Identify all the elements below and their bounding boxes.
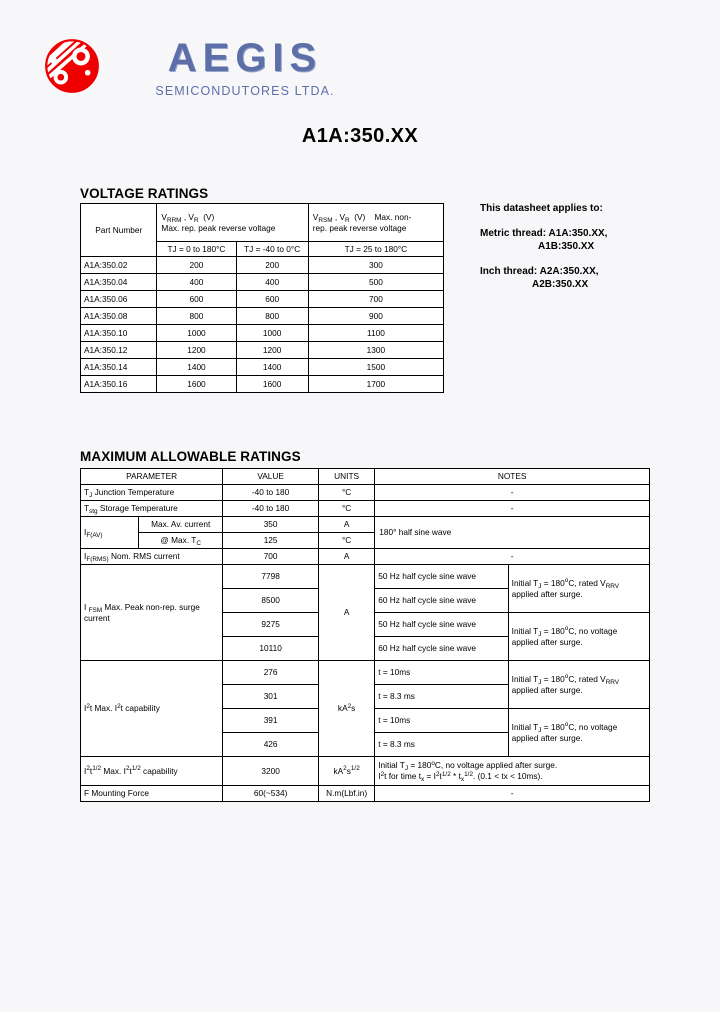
brand-tagline: SEMICONDUTORES LTDA. xyxy=(155,84,335,98)
cell-units-iav-tc: °C xyxy=(319,533,375,549)
cell-value-i2t-3: 391 xyxy=(223,709,319,733)
note-i2t-top-line2: applied after surge. xyxy=(511,684,583,695)
table-row xyxy=(81,274,444,291)
col-header-notes: NOTES xyxy=(375,469,650,485)
table-row xyxy=(81,376,444,393)
table-row-irms xyxy=(81,549,650,565)
cell-notes-iav: 180° half sine wave xyxy=(375,517,650,549)
col-header-part-number: Part Number xyxy=(81,204,157,257)
inch-thread-line2: A2B:350.XX xyxy=(532,279,589,290)
cell-part-number: A1A:350.10 xyxy=(81,325,157,342)
cell-vrsm: 1700 xyxy=(308,376,443,393)
cell-condition-i2t-4: t = 8.3 ms xyxy=(375,733,508,757)
cell-vrsm: 1100 xyxy=(308,325,443,342)
note-i2t-bottom-line1: Initial $T_J = 180^oC$, no voltage xyxy=(511,721,618,734)
metric-thread-line1: Metric thread: A1A:350.XX, xyxy=(480,228,608,239)
table-header-row xyxy=(81,469,650,485)
note-i2sqrt-line1: Initial $T_J = 180^oC$, no voltage applied after surge. xyxy=(378,759,558,772)
page-header xyxy=(0,0,720,118)
cell-param-i2sqrt-t: $I^2t^{1/2}$ Max. $I^2t^{1/2}$ capability xyxy=(81,757,223,786)
cell-condition-i2t-2: t = 8.3 ms xyxy=(375,685,508,709)
cell-units-iav: A xyxy=(319,517,375,533)
cell-condition-surge-2: 60 Hz half cycle sine wave xyxy=(375,589,508,613)
brand-wordmark: AEGIS xyxy=(167,36,323,80)
table-row xyxy=(81,308,444,325)
cell-vrrm-cold: 800 xyxy=(236,308,308,325)
col-header-vrrm-line2: Max. rep. peak reverse voltage xyxy=(161,222,276,233)
table-row xyxy=(81,342,444,359)
note-surge-top-line1: Initial $T_J = 180^oC$, rated $V_{RRV}$ xyxy=(511,577,620,590)
table-row-junction-temp xyxy=(81,485,650,501)
cell-value-i2t-4: 426 xyxy=(223,733,319,757)
cell-vrsm: 900 xyxy=(308,308,443,325)
cell-value-irms: 700 xyxy=(223,549,319,565)
cell-part-number: A1A:350.04 xyxy=(81,274,157,291)
cell-value-i2t-1: 276 xyxy=(223,661,319,685)
cell-vrsm: 500 xyxy=(308,274,443,291)
cell-note-i2t-bottom xyxy=(508,709,649,757)
cell-value-iav: 350 xyxy=(223,517,319,533)
cell-condition-i2t-1: t = 10ms xyxy=(375,661,508,685)
cell-note-i2t-top xyxy=(508,661,649,709)
note-i2t-bottom-line2: applied after surge. xyxy=(511,732,583,743)
cell-vrrm-cold: 1200 xyxy=(236,342,308,359)
subheader-tj-nonrep: TJ = 25 to 180°C xyxy=(308,242,443,257)
table-row-i2t-1 xyxy=(81,661,650,685)
note-surge-bottom-line1: Initial $T_J = 180^oC$, no voltage xyxy=(511,625,618,638)
subheader-tj-cold: TJ = -40 to 0°C xyxy=(236,242,308,257)
col-header-parameter: PARAMETER xyxy=(81,469,223,485)
cell-vrsm: 1300 xyxy=(308,342,443,359)
cell-vrrm-hot: 400 xyxy=(157,274,236,291)
cell-part-number: A1A:350.12 xyxy=(81,342,157,359)
cell-value-surge-2: 8500 xyxy=(223,589,319,613)
cell-vrrm-hot: 1600 xyxy=(157,376,236,393)
table-row xyxy=(81,257,444,274)
note-surge-top-line2: applied after surge. xyxy=(511,588,583,599)
cell-units-i2t: $kA^2s$ xyxy=(319,661,375,757)
voltage-ratings-table xyxy=(80,203,444,393)
table-row-mounting-force xyxy=(81,786,650,802)
cell-value-surge-1: 7798 xyxy=(223,565,319,589)
cell-vrrm-hot: 600 xyxy=(157,291,236,308)
cell-notes-mounting-force: - xyxy=(375,786,650,802)
cell-vrrm-hot: 200 xyxy=(157,257,236,274)
brand-block xyxy=(110,36,380,99)
col-header-vrsm xyxy=(308,204,443,242)
cell-value-surge-4: 10110 xyxy=(223,637,319,661)
cell-part-number: A1A:350.02 xyxy=(81,257,157,274)
table-row-iav-1 xyxy=(81,517,650,533)
col-header-vrsm-line2: rep. peak reverse voltage xyxy=(312,222,407,233)
cell-value-storage-temp: -40 to 180 xyxy=(223,501,319,517)
cell-note-surge-top xyxy=(508,565,649,613)
table-row-i2sqrt-t xyxy=(81,757,650,786)
table-row-surge-1 xyxy=(81,565,650,589)
cell-units-storage-temp: °C xyxy=(319,501,375,517)
cell-vrrm-cold: 600 xyxy=(236,291,308,308)
cell-condition-surge-4: 60 Hz half cycle sine wave xyxy=(375,637,508,661)
cell-param-iav-symbol: $I_{F(AV)}$ xyxy=(81,517,139,549)
note-i2sqrt-line2: $I^2t$ for time $t_x = I^2t^{1/2} * t_x^{1/2}$. (0.1 < tx < 10ms). xyxy=(378,770,543,783)
cell-param-iav-max-av: Max. Av. current xyxy=(139,517,223,533)
cell-units-irms: A xyxy=(319,549,375,565)
cell-part-number: A1A:350.06 xyxy=(81,291,157,308)
table-row xyxy=(81,291,444,308)
cell-notes-storage-temp: - xyxy=(375,501,650,517)
cell-vrrm-cold: 1600 xyxy=(236,376,308,393)
table-row xyxy=(81,325,444,342)
cell-notes-junction-temp: - xyxy=(375,485,650,501)
cell-vrsm: 300 xyxy=(308,257,443,274)
cell-units-surge: A xyxy=(319,565,375,661)
col-header-vrrm-line1: $V_{RRM}$ , $V_R$ (V) xyxy=(161,211,215,224)
cell-vrsm: 1500 xyxy=(308,359,443,376)
cell-value-i2sqrt-t: 3200 xyxy=(223,757,319,786)
maximum-allowable-ratings-heading: MAXIMUM ALLOWABLE RATINGS xyxy=(80,449,301,464)
cell-vrrm-hot: 1200 xyxy=(157,342,236,359)
cell-value-mounting-force: 60(~534) xyxy=(223,786,319,802)
table-header-row xyxy=(81,204,444,242)
cell-notes-i2sqrt-t xyxy=(375,757,650,786)
cell-part-number: A1A:350.08 xyxy=(81,308,157,325)
col-header-value: VALUE xyxy=(223,469,319,485)
note-i2t-top-line1: Initial $T_J = 180^oC$, rated $V_{RRV}$ xyxy=(511,673,620,686)
applies-to-block xyxy=(480,202,700,291)
cell-vrrm-cold: 1000 xyxy=(236,325,308,342)
cell-value-iav-tc: 125 xyxy=(223,533,319,549)
cell-units-mounting-force: N.m(Lbf.in) xyxy=(319,786,375,802)
cell-value-surge-3: 9275 xyxy=(223,613,319,637)
cell-vrsm: 700 xyxy=(308,291,443,308)
cell-notes-irms: - xyxy=(375,549,650,565)
voltage-ratings-heading: VOLTAGE RATINGS xyxy=(80,186,209,201)
cell-units-junction-temp: °C xyxy=(319,485,375,501)
cell-param-irms: $I_{F(RMS)}$ Nom. RMS current xyxy=(81,549,223,565)
col-header-vrrm xyxy=(157,204,308,242)
note-surge-bottom-line2: applied after surge. xyxy=(511,636,583,647)
cell-value-junction-temp: -40 to 180 xyxy=(223,485,319,501)
cell-part-number: A1A:350.14 xyxy=(81,359,157,376)
cell-vrrm-hot: 1000 xyxy=(157,325,236,342)
cell-param-mounting-force: F Mounting Force xyxy=(81,786,223,802)
cell-vrrm-cold: 1400 xyxy=(236,359,308,376)
cell-units-i2sqrt-t: $kA^2s^{1/2}$ xyxy=(319,757,375,786)
table-row-storage-temp xyxy=(81,501,650,517)
cell-note-surge-bottom xyxy=(508,613,649,661)
spacer xyxy=(480,215,700,227)
page-title: A1A:350.XX xyxy=(301,125,419,147)
cell-param-surge: I $_{FSM}$ Max. Peak non-rep. surge current xyxy=(81,565,223,661)
cell-condition-surge-1: 50 Hz half cycle sine wave xyxy=(375,565,508,589)
table-row xyxy=(81,359,444,376)
metric-thread-line2: A1B:350.XX xyxy=(538,241,595,252)
col-header-vrsm-line1: $V_{RSM}$ , $V_R$ (V) Max. non- xyxy=(312,211,412,224)
cell-vrrm-cold: 200 xyxy=(236,257,308,274)
aegis-disc-logo-icon xyxy=(44,38,100,94)
cell-vrrm-hot: 800 xyxy=(157,308,236,325)
subheader-tj-hot: TJ = 0 to 180°C xyxy=(157,242,236,257)
spacer xyxy=(480,253,700,265)
cell-value-i2t-2: 301 xyxy=(223,685,319,709)
cell-vrrm-cold: 400 xyxy=(236,274,308,291)
inch-thread-line1: Inch thread: A2A:350.XX, xyxy=(480,266,599,277)
cell-param-i2t: $I^2t$ Max. $I^2t$ capability xyxy=(81,661,223,757)
col-header-units: UNITS xyxy=(319,469,375,485)
cell-param-iav-at-max-tc: @ Max. $T_C$ xyxy=(139,533,223,549)
cell-param-junction-temp: $T_J$ Junction Temperature xyxy=(81,485,223,501)
cell-param-storage-temp: $T_{stg}$ Storage Temperature xyxy=(81,501,223,517)
cell-vrrm-hot: 1400 xyxy=(157,359,236,376)
applies-intro: This datasheet applies to: xyxy=(480,203,603,214)
cell-condition-i2t-3: t = 10ms xyxy=(375,709,508,733)
cell-part-number: A1A:350.16 xyxy=(81,376,157,393)
cell-condition-surge-3: 50 Hz half cycle sine wave xyxy=(375,613,508,637)
maximum-allowable-ratings-table xyxy=(80,468,650,802)
